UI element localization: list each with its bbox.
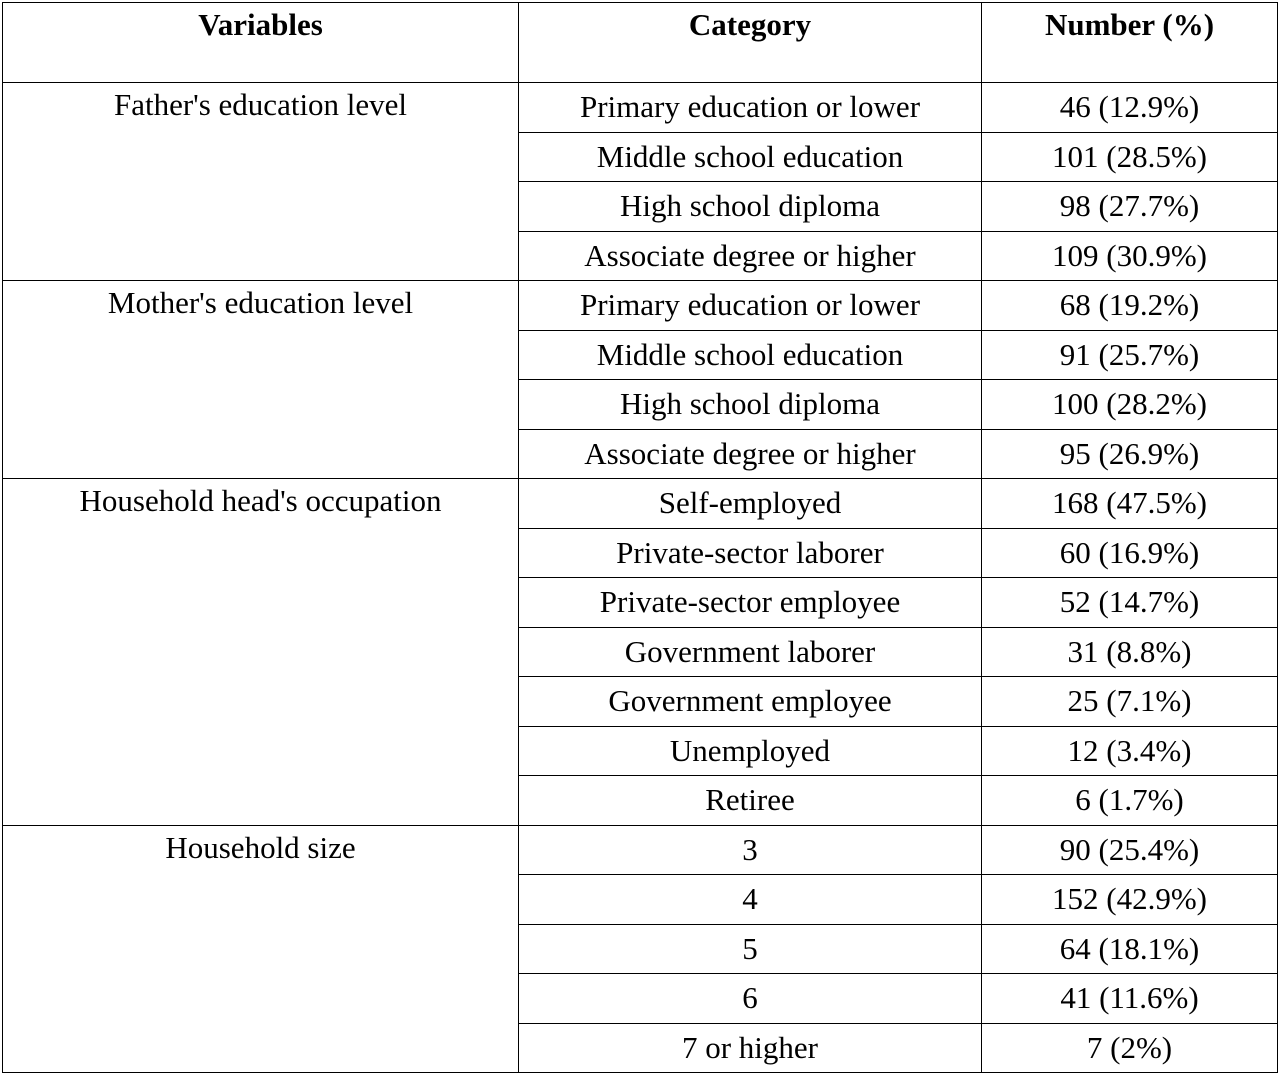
- category-cell: High school diploma: [519, 380, 982, 430]
- category-cell: Middle school education: [519, 132, 982, 182]
- number-cell: 46 (12.9%): [982, 83, 1278, 133]
- number-cell: 98 (27.7%): [982, 182, 1278, 232]
- number-cell: 7 (2%): [982, 1023, 1278, 1073]
- number-cell: 101 (28.5%): [982, 132, 1278, 182]
- variable-cell: [3, 479, 519, 826]
- number-cell: 31 (8.8%): [982, 627, 1278, 677]
- category-cell: Retiree: [519, 776, 982, 826]
- category-cell: 4: [519, 875, 982, 925]
- number-cell: 60 (16.9%): [982, 528, 1278, 578]
- variable-label: Mother's education level: [107, 285, 414, 320]
- category-cell: 5: [519, 924, 982, 974]
- number-cell: 12 (3.4%): [982, 726, 1278, 776]
- category-cell: Government laborer: [519, 627, 982, 677]
- number-cell: 25 (7.1%): [982, 677, 1278, 727]
- category-cell: Primary education or lower: [519, 281, 982, 331]
- number-cell: 52 (14.7%): [982, 578, 1278, 628]
- number-cell: 152 (42.9%): [982, 875, 1278, 925]
- variable-label: Household head's occupation: [79, 483, 442, 518]
- category-cell: High school diploma: [519, 182, 982, 232]
- category-cell: Middle school education: [519, 330, 982, 380]
- variable-label: Father's education level: [113, 87, 408, 122]
- category-cell: 6: [519, 974, 982, 1024]
- demographics-table: [2, 2, 1278, 1073]
- header-number: Number (%): [982, 3, 1278, 83]
- category-cell: Private-sector laborer: [519, 528, 982, 578]
- category-cell: Government employee: [519, 677, 982, 727]
- table-row: [3, 479, 1278, 529]
- number-cell: 109 (30.9%): [982, 231, 1278, 281]
- header-category: Category: [519, 3, 982, 83]
- category-cell: Associate degree or higher: [519, 231, 982, 281]
- number-cell: 6 (1.7%): [982, 776, 1278, 826]
- variable-cell: [3, 83, 519, 281]
- category-cell: Associate degree or higher: [519, 429, 982, 479]
- table-row: [3, 825, 1278, 875]
- number-cell: 68 (19.2%): [982, 281, 1278, 331]
- header-variables: Variables: [3, 3, 519, 83]
- category-cell: Private-sector employee: [519, 578, 982, 628]
- category-cell: 3: [519, 825, 982, 875]
- category-cell: 7 or higher: [519, 1023, 982, 1073]
- category-cell: Self-employed: [519, 479, 982, 529]
- category-cell: Primary education or lower: [519, 83, 982, 133]
- table-row: [3, 83, 1278, 133]
- number-cell: 100 (28.2%): [982, 380, 1278, 430]
- number-cell: 91 (25.7%): [982, 330, 1278, 380]
- header-row: [3, 3, 1278, 83]
- number-cell: 64 (18.1%): [982, 924, 1278, 974]
- number-cell: 41 (11.6%): [982, 974, 1278, 1024]
- category-cell: Unemployed: [519, 726, 982, 776]
- variable-cell: [3, 281, 519, 479]
- variable-label: Household size: [165, 829, 356, 865]
- table-row: [3, 281, 1278, 331]
- variable-cell: [3, 825, 519, 1073]
- number-cell: 95 (26.9%): [982, 429, 1278, 479]
- number-cell: 90 (25.4%): [982, 825, 1278, 875]
- number-cell: 168 (47.5%): [982, 479, 1278, 529]
